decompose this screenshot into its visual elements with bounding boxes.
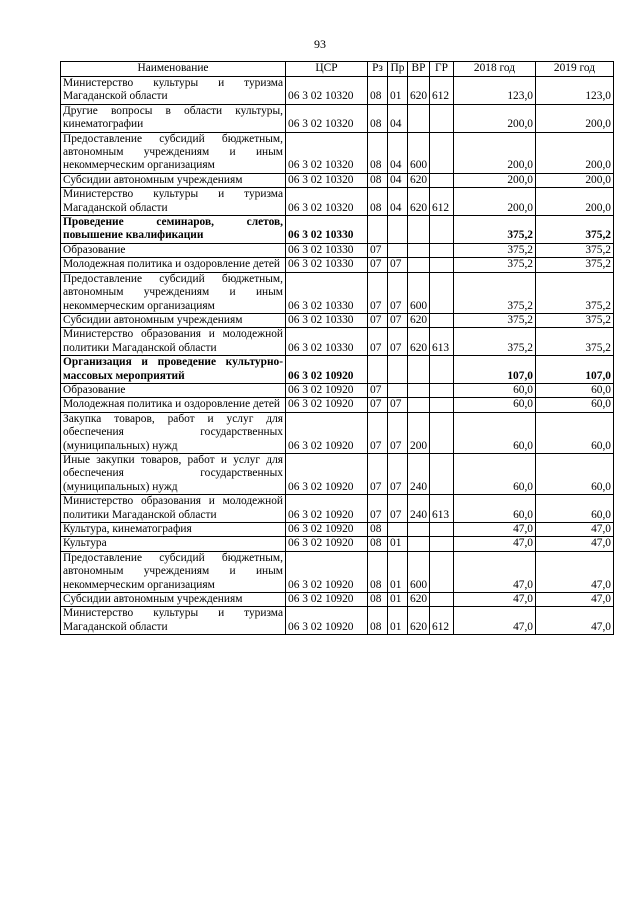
cell-gr <box>430 132 454 173</box>
cell-vr: 240 <box>408 453 430 494</box>
cell-2019: 47,0 <box>536 593 614 607</box>
cell-2018: 60,0 <box>454 383 536 397</box>
column-header-vr: ВР <box>408 62 430 77</box>
cell-rz: 08 <box>368 593 388 607</box>
cell-csr: 06 3 02 10330 <box>286 243 368 257</box>
cell-pr: 07 <box>388 495 408 523</box>
cell-rz <box>368 356 388 384</box>
table-row <box>61 398 614 412</box>
table-body <box>61 77 614 635</box>
page-number: 93 <box>314 37 326 51</box>
cell-2019: 375,2 <box>536 216 614 244</box>
cell-vr <box>408 243 430 257</box>
cell-2019: 200,0 <box>536 132 614 173</box>
cell-vr: 240 <box>408 495 430 523</box>
cell-vr <box>408 383 430 397</box>
cell-vr: 620 <box>408 607 430 635</box>
table-row <box>61 356 614 384</box>
cell-2018: 47,0 <box>454 593 536 607</box>
table-row <box>61 272 614 313</box>
cell-2019: 200,0 <box>536 104 614 132</box>
cell-name: Предоставление субсидий бюджетным, автономным учреждениям и иным некоммерческим организациям <box>61 132 286 173</box>
table-row <box>61 243 614 257</box>
cell-2018: 47,0 <box>454 537 536 551</box>
cell-2018: 200,0 <box>454 188 536 216</box>
cell-2019: 47,0 <box>536 523 614 537</box>
cell-2018: 60,0 <box>454 398 536 412</box>
cell-2019: 123,0 <box>536 77 614 105</box>
cell-vr <box>408 537 430 551</box>
cell-2018: 200,0 <box>454 104 536 132</box>
cell-rz: 07 <box>368 495 388 523</box>
table-row <box>61 593 614 607</box>
table-header-row <box>61 62 614 77</box>
table-row <box>61 313 614 327</box>
cell-2019: 60,0 <box>536 453 614 494</box>
cell-pr: 04 <box>388 188 408 216</box>
cell-rz: 07 <box>368 383 388 397</box>
cell-2019: 200,0 <box>536 188 614 216</box>
cell-2018: 200,0 <box>454 173 536 187</box>
cell-name: Закупка товаров, работ и услуг для обеспечения государственных (муниципальных) нужд <box>61 412 286 453</box>
cell-name: Молодежная политика и оздоровление детей <box>61 398 286 412</box>
cell-name: Образование <box>61 243 286 257</box>
cell-pr <box>388 216 408 244</box>
table-row <box>61 495 614 523</box>
cell-csr: 06 3 02 10920 <box>286 523 368 537</box>
cell-pr: 07 <box>388 313 408 327</box>
cell-pr: 01 <box>388 551 408 592</box>
table-row <box>61 77 614 105</box>
cell-2019: 375,2 <box>536 313 614 327</box>
cell-pr: 04 <box>388 173 408 187</box>
cell-rz: 08 <box>368 77 388 105</box>
cell-2018: 60,0 <box>454 412 536 453</box>
cell-gr <box>430 313 454 327</box>
column-header-2018: 2018 год <box>454 62 536 77</box>
cell-csr: 06 3 02 10320 <box>286 132 368 173</box>
cell-csr: 06 3 02 10330 <box>286 313 368 327</box>
cell-name: Другие вопросы в области культуры, кинематографии <box>61 104 286 132</box>
cell-pr: 01 <box>388 77 408 105</box>
cell-vr <box>408 398 430 412</box>
cell-rz: 08 <box>368 132 388 173</box>
table-row <box>61 258 614 272</box>
cell-2019: 375,2 <box>536 328 614 356</box>
cell-csr: 06 3 02 10920 <box>286 551 368 592</box>
cell-2019: 60,0 <box>536 398 614 412</box>
cell-csr: 06 3 02 10320 <box>286 188 368 216</box>
cell-2018: 375,2 <box>454 272 536 313</box>
cell-vr: 600 <box>408 272 430 313</box>
cell-name: Министерство образования и молодежной политики Магаданской области <box>61 495 286 523</box>
cell-pr: 07 <box>388 258 408 272</box>
cell-pr: 07 <box>388 398 408 412</box>
cell-2019: 107,0 <box>536 356 614 384</box>
cell-rz: 07 <box>368 453 388 494</box>
cell-vr: 620 <box>408 593 430 607</box>
cell-gr: 612 <box>430 607 454 635</box>
cell-name: Предоставление субсидий бюджетным, автономным учреждениям и иным некоммерческим организациям <box>61 551 286 592</box>
table-row <box>61 104 614 132</box>
cell-gr <box>430 258 454 272</box>
column-header-gr: ГР <box>430 62 454 77</box>
cell-2019: 375,2 <box>536 272 614 313</box>
cell-name: Иные закупки товаров, работ и услуг для обеспечения государственных (муниципальных) нужд <box>61 453 286 494</box>
cell-name: Культура, кинематография <box>61 523 286 537</box>
cell-csr: 06 3 02 10920 <box>286 495 368 523</box>
cell-name: Субсидии автономным учреждениям <box>61 173 286 187</box>
cell-vr: 600 <box>408 551 430 592</box>
column-header-name: Наименование <box>61 62 286 77</box>
cell-name: Предоставление субсидий бюджетным, автономным учреждениям и иным некоммерческим организациям <box>61 272 286 313</box>
column-header-csr: ЦСР <box>286 62 368 77</box>
cell-pr: 01 <box>388 593 408 607</box>
cell-2019: 47,0 <box>536 607 614 635</box>
cell-vr <box>408 523 430 537</box>
cell-rz: 08 <box>368 173 388 187</box>
cell-gr <box>430 272 454 313</box>
cell-vr <box>408 356 430 384</box>
cell-rz: 08 <box>368 104 388 132</box>
cell-2018: 123,0 <box>454 77 536 105</box>
cell-name: Образование <box>61 383 286 397</box>
cell-gr <box>430 356 454 384</box>
cell-pr <box>388 523 408 537</box>
column-header-pr: Пр <box>388 62 408 77</box>
cell-csr: 06 3 02 10920 <box>286 398 368 412</box>
cell-name: Молодежная политика и оздоровление детей <box>61 258 286 272</box>
cell-gr: 612 <box>430 77 454 105</box>
cell-name: Организация и проведение культурно-массовых мероприятий <box>61 356 286 384</box>
cell-gr <box>430 593 454 607</box>
cell-rz: 08 <box>368 188 388 216</box>
cell-vr: 620 <box>408 188 430 216</box>
cell-2018: 375,2 <box>454 243 536 257</box>
cell-vr: 620 <box>408 328 430 356</box>
cell-pr: 04 <box>388 104 408 132</box>
table-row <box>61 551 614 592</box>
cell-name: Министерство культуры и туризма Магаданской области <box>61 188 286 216</box>
cell-gr <box>430 453 454 494</box>
cell-vr <box>408 104 430 132</box>
cell-gr <box>430 412 454 453</box>
cell-2018: 107,0 <box>454 356 536 384</box>
cell-vr: 620 <box>408 77 430 105</box>
cell-2019: 375,2 <box>536 243 614 257</box>
cell-vr: 600 <box>408 132 430 173</box>
cell-name: Министерство культуры и туризма Магаданской области <box>61 607 286 635</box>
cell-rz: 07 <box>368 313 388 327</box>
table-row <box>61 188 614 216</box>
cell-pr: 01 <box>388 607 408 635</box>
cell-2018: 47,0 <box>454 551 536 592</box>
table-row <box>61 607 614 635</box>
cell-2019: 375,2 <box>536 258 614 272</box>
cell-pr: 07 <box>388 453 408 494</box>
cell-2019: 60,0 <box>536 495 614 523</box>
cell-csr: 06 3 02 10320 <box>286 104 368 132</box>
cell-2018: 200,0 <box>454 132 536 173</box>
cell-2019: 200,0 <box>536 173 614 187</box>
table-row <box>61 328 614 356</box>
cell-pr: 04 <box>388 132 408 173</box>
cell-gr <box>430 173 454 187</box>
column-header-rz: Рз <box>368 62 388 77</box>
cell-2018: 60,0 <box>454 453 536 494</box>
cell-pr: 01 <box>388 537 408 551</box>
column-header-2019: 2019 год <box>536 62 614 77</box>
cell-2018: 375,2 <box>454 216 536 244</box>
cell-2018: 375,2 <box>454 258 536 272</box>
cell-name: Субсидии автономным учреждениям <box>61 593 286 607</box>
cell-rz: 08 <box>368 551 388 592</box>
cell-2018: 60,0 <box>454 495 536 523</box>
cell-name: Министерство образования и молодежной политики Магаданской области <box>61 328 286 356</box>
cell-rz: 08 <box>368 523 388 537</box>
cell-name: Культура <box>61 537 286 551</box>
cell-2019: 60,0 <box>536 383 614 397</box>
cell-rz: 08 <box>368 537 388 551</box>
cell-csr: 06 3 02 10920 <box>286 607 368 635</box>
cell-vr <box>408 258 430 272</box>
table-row <box>61 216 614 244</box>
table-row <box>61 537 614 551</box>
cell-csr: 06 3 02 10330 <box>286 216 368 244</box>
cell-csr: 06 3 02 10920 <box>286 412 368 453</box>
cell-csr: 06 3 02 10330 <box>286 272 368 313</box>
cell-rz: 07 <box>368 258 388 272</box>
cell-pr: 07 <box>388 272 408 313</box>
cell-2018: 375,2 <box>454 313 536 327</box>
cell-gr: 613 <box>430 495 454 523</box>
cell-gr: 613 <box>430 328 454 356</box>
cell-csr: 06 3 02 10920 <box>286 356 368 384</box>
cell-gr <box>430 216 454 244</box>
cell-rz: 08 <box>368 607 388 635</box>
cell-rz <box>368 216 388 244</box>
table-row <box>61 173 614 187</box>
cell-2018: 375,2 <box>454 328 536 356</box>
cell-pr: 07 <box>388 328 408 356</box>
cell-vr: 620 <box>408 313 430 327</box>
cell-rz: 07 <box>368 243 388 257</box>
cell-csr: 06 3 02 10920 <box>286 383 368 397</box>
cell-rz: 07 <box>368 328 388 356</box>
table-row <box>61 453 614 494</box>
cell-name: Проведение семинаров, слетов, повышение квалификации <box>61 216 286 244</box>
cell-vr: 200 <box>408 412 430 453</box>
table-row <box>61 132 614 173</box>
cell-rz: 07 <box>368 412 388 453</box>
cell-gr <box>430 523 454 537</box>
cell-2018: 47,0 <box>454 607 536 635</box>
cell-name: Субсидии автономным учреждениям <box>61 313 286 327</box>
cell-gr <box>430 383 454 397</box>
cell-pr <box>388 383 408 397</box>
cell-rz: 07 <box>368 398 388 412</box>
table-row <box>61 383 614 397</box>
cell-rz: 07 <box>368 272 388 313</box>
table-row <box>61 412 614 453</box>
cell-gr <box>430 398 454 412</box>
cell-pr <box>388 243 408 257</box>
cell-csr: 06 3 02 10920 <box>286 537 368 551</box>
cell-pr: 07 <box>388 412 408 453</box>
cell-gr: 612 <box>430 188 454 216</box>
cell-pr <box>388 356 408 384</box>
table-row <box>61 523 614 537</box>
cell-vr <box>408 216 430 244</box>
cell-csr: 06 3 02 10920 <box>286 453 368 494</box>
cell-gr <box>430 104 454 132</box>
cell-2019: 60,0 <box>536 412 614 453</box>
cell-csr: 06 3 02 10320 <box>286 77 368 105</box>
cell-csr: 06 3 02 10920 <box>286 593 368 607</box>
cell-csr: 06 3 02 10330 <box>286 258 368 272</box>
cell-gr <box>430 243 454 257</box>
cell-csr: 06 3 02 10330 <box>286 328 368 356</box>
cell-2019: 47,0 <box>536 537 614 551</box>
budget-table <box>60 61 614 635</box>
cell-2018: 47,0 <box>454 523 536 537</box>
cell-gr <box>430 551 454 592</box>
cell-vr: 620 <box>408 173 430 187</box>
cell-gr <box>430 537 454 551</box>
cell-csr: 06 3 02 10320 <box>286 173 368 187</box>
cell-2019: 47,0 <box>536 551 614 592</box>
cell-name: Министерство культуры и туризма Магаданской области <box>61 77 286 105</box>
